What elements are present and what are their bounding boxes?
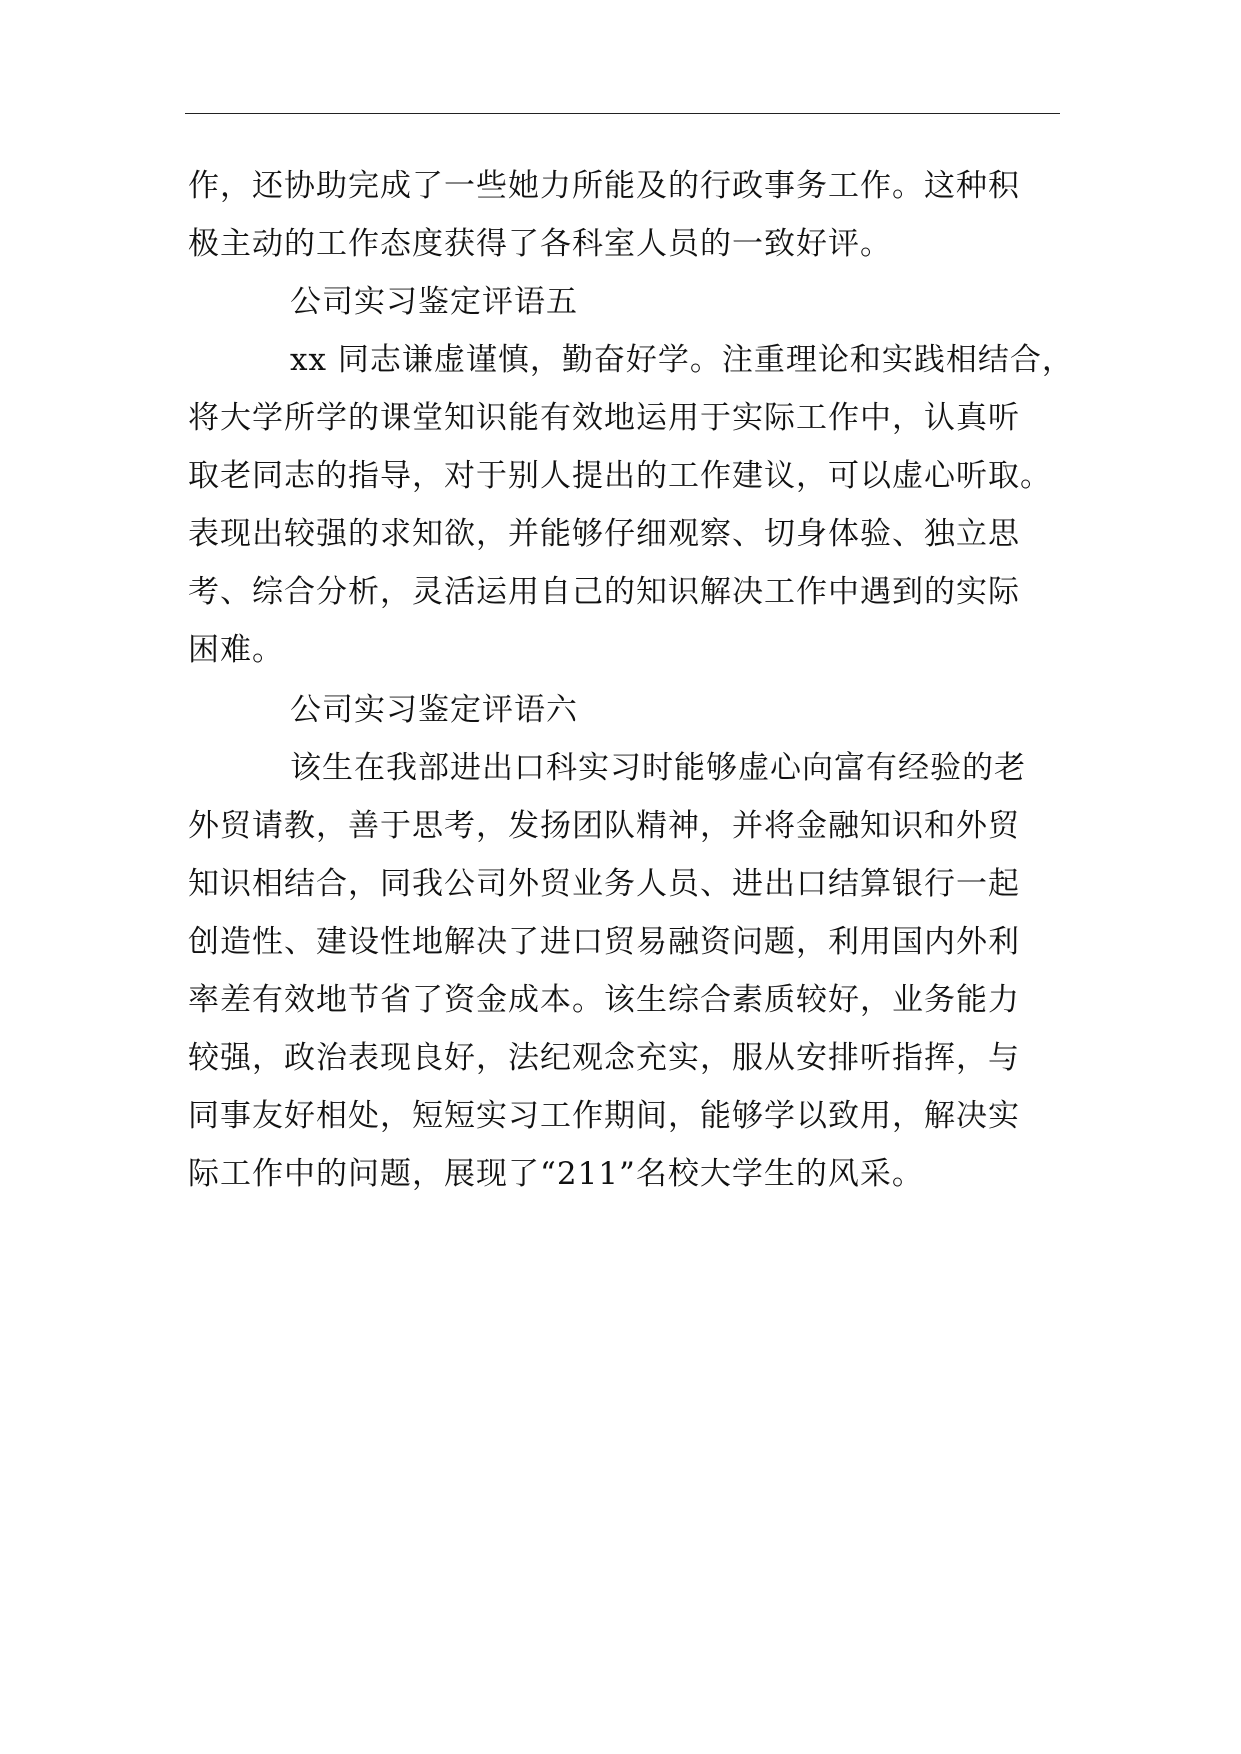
text-line: 率差有效地节省了资金成本。该生综合素质较好，业务能力	[188, 982, 1020, 1018]
text-line: 创造性、建设性地解决了进口贸易融资问题，利用国内外利	[188, 924, 1020, 960]
text-line: 极主动的工作态度获得了各科室人员的一致好评。	[188, 226, 892, 262]
text-line: 困难。	[188, 632, 284, 668]
text-line: 同事友好相处，短短实习工作期间，能够学以致用，解决实	[188, 1098, 1020, 1134]
text-line: 较强，政治表现良好，法纪观念充实，服从安排听指挥，与	[188, 1040, 1020, 1076]
text-line: 该生在我部进出口科实习时能够虚心向富有经验的老	[290, 750, 1026, 786]
text-line: 外贸请教，善于思考，发扬团队精神，并将金融知识和外贸	[188, 808, 1020, 844]
text-line: 作，还协助完成了一些她力所能及的行政事务工作。这种积	[188, 168, 1020, 204]
text-line: 表现出较强的求知欲，并能够仔细观察、切身体验、独立思	[188, 516, 1020, 552]
header-rule	[185, 113, 1060, 114]
text-line: 将大学所学的课堂知识能有效地运用于实际工作中，认真听	[188, 400, 1020, 436]
text-line: xx 同志谦虚谨慎，勤奋好学。注重理论和实践相结合，	[290, 342, 1074, 378]
text-line: 知识相结合，同我公司外贸业务人员、进出口结算银行一起	[188, 866, 1020, 902]
text-line: 取老同志的指导，对于别人提出的工作建议，可以虚心听取。	[188, 458, 1052, 494]
section-heading-5: 公司实习鉴定评语五	[290, 284, 578, 320]
section-heading-6: 公司实习鉴定评语六	[290, 692, 578, 728]
text-line: 考、综合分析，灵活运用自己的知识解决工作中遇到的实际	[188, 574, 1020, 610]
text-line: 际工作中的问题，展现了“211”名校大学生的风采。	[188, 1156, 924, 1192]
